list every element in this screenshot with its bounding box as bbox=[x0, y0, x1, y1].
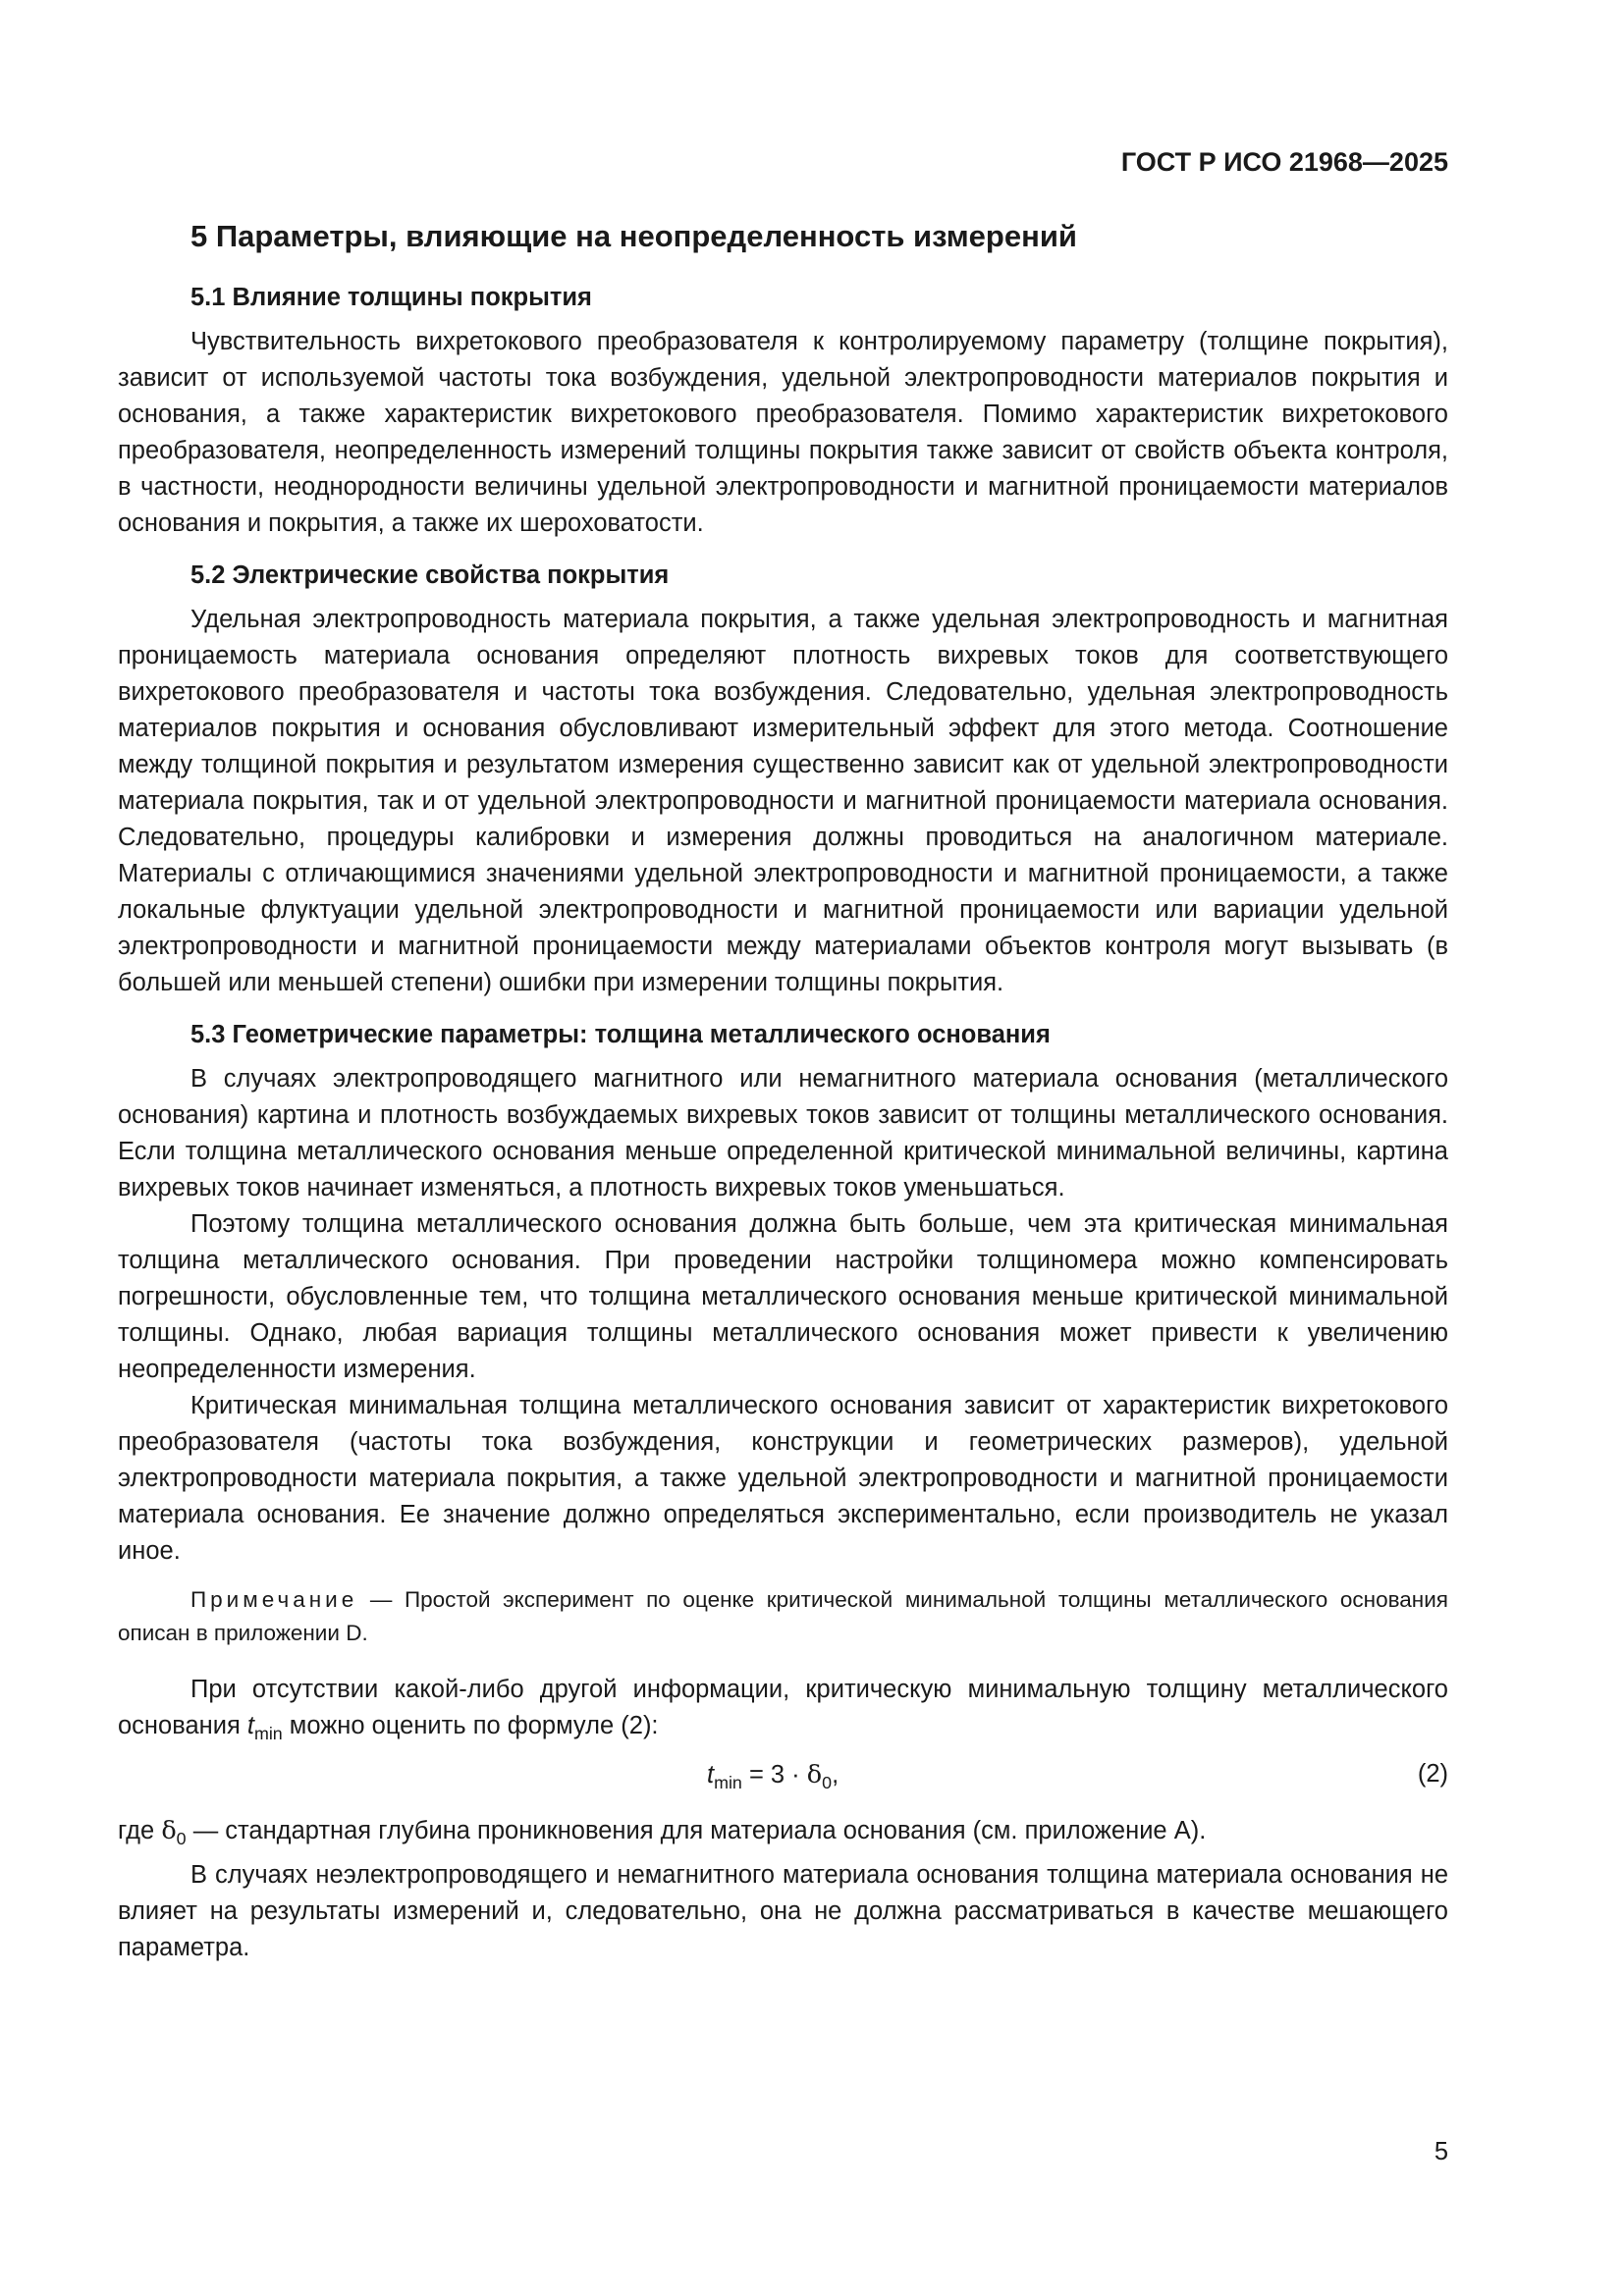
formula-2 bbox=[118, 1752, 1448, 1813]
formula-expression bbox=[707, 1760, 839, 1793]
section-5-3-paragraph-1: В случаях электропроводящего магнитного или немагнитного материала основания (металлического основания) картина и плотность возбуждаемых вихревых токов зависит от толщины металлического основания. Если толщина металлического основания меньше определенной критической минимальной величины, картина вихревых токов начинает изменяться, а плотность вихревых токов уменьшаться. bbox=[118, 1065, 1448, 1201]
section-5-2 bbox=[118, 561, 1448, 1001]
where-line bbox=[118, 1813, 1448, 1857]
document-page bbox=[118, 147, 1448, 1986]
section-5-2-paragraph: Удельная электропроводность материала покрытия, а также удельная электропроводность и магнитная проницаемость материала основания определяют плотность вихревых токов для соответствующего вихретокового преобразователя и частоты тока возбуждения. Следовательно, удельная электропроводность материалов покрытия и основания обусловливают измерительный эффект для этого метода. Соотношение между толщиной покрытия и результатом измерения существенно зависит как от удельной электропроводности материала покрытия, так и от удельной электропроводности и магнитной проницаемости материала основания. Следовательно, процедуры калибровки и измерения должны проводиться на аналогичном материале. Материалы с отличающимися значениями удельной электропроводности и магнитной проницаемости, а также локальные флуктуации удельной электропроводности и магнитной проницаемости или вариации удельной электропроводности и магнитной проницаемости между материалами объектов контроля могут вызывать (в большей или меньшей степени) ошибки при измерении толщины покрытия. bbox=[118, 606, 1448, 996]
section-5-1-title: 5.1 Влияние толщины покрытия bbox=[190, 284, 592, 311]
where-delta: δ bbox=[161, 1816, 177, 1846]
section-5-1-paragraph: Чувствительность вихретокового преобразователя к контролируемому параметру (толщине покрытия), зависит от используемой частоты тока возбуждения, удельной электропроводности материалов покрытия и основания, а также характеристик вихретокового преобразователя. Помимо характеристик вихретокового преобразователя, неопределенность измерений толщины покрытия также зависит от свойств объекта контроля, в частности, неоднородности величины удельной электропроводности и магнитной проницаемости материалов основания и покрытия, а также их шероховатости. bbox=[118, 328, 1448, 537]
section-5-3-title: 5.3 Геометрические параметры: толщина металлического основания bbox=[190, 1021, 1051, 1048]
formula-equals: = 3 · bbox=[741, 1761, 807, 1789]
formula-comma: , bbox=[832, 1761, 839, 1789]
note-text: — Простой эксперимент по оценке критической минимальной толщины металлического основания описан в приложении D. bbox=[118, 1587, 1448, 1645]
section-5-1 bbox=[118, 284, 1448, 542]
where-delta-subscript: 0 bbox=[176, 1829, 187, 1849]
formula-number: (2) bbox=[1417, 1760, 1448, 1789]
section-5-3-paragraph-4 bbox=[118, 1672, 1448, 1752]
section-5-2-title: 5.2 Электрические свойства покрытия bbox=[190, 561, 670, 589]
formula-delta-subscript: 0 bbox=[822, 1773, 833, 1793]
note bbox=[118, 1583, 1448, 1650]
section-5-3-paragraph-5: В случаях неэлектропроводящего и немагнитного материала основания толщина материала основания не влияет на результаты измерений и, следовательно, она не должна рассматриваться в качестве мешающего параметра. bbox=[118, 1861, 1448, 1962]
formula-t: t bbox=[707, 1761, 715, 1789]
standard-header: ГОСТ Р ИСО 21968—2025 bbox=[1120, 147, 1448, 177]
min-subscript: min bbox=[253, 1724, 283, 1744]
note-label: Примечание bbox=[190, 1587, 358, 1612]
page-number: 5 bbox=[1434, 2138, 1448, 2165]
formula-delta: δ bbox=[806, 1760, 823, 1790]
formula-t-subscript: min bbox=[714, 1773, 742, 1793]
where-text: — стандартная глубина проникновения для материала основания (см. приложение A). bbox=[186, 1817, 1207, 1845]
where-word: где bbox=[118, 1817, 162, 1845]
t-symbol: t bbox=[246, 1712, 254, 1739]
section-5-3 bbox=[118, 1021, 1448, 1966]
section-5-3-paragraph-2: Поэтому толщина металлического основания должна быть больше, чем эта критическая минимальная толщина металлического основания. При проведении настройки толщиномера можно компенсировать погрешности, обусловленные тем, что толщина металлического основания меньше критической минимальной толщины. Однако, любая вариация толщины металлического основания может привести к увеличению неопределенности измерения. bbox=[118, 1210, 1448, 1383]
section-5-3-paragraph-3: Критическая минимальная толщина металлического основания зависит от характеристик вихретокового преобразователя (частоты тока возбуждения, конструкции и геометрических размеров), удельной электропроводности материала покрытия, а также удельной электропроводности и магнитной проницаемости материала основания. Ее значение должно определяться экспериментально, если производитель не указал иное. bbox=[118, 1392, 1448, 1565]
section-5-title: 5 Параметры, влияющие на неопределенность измерений bbox=[190, 219, 1077, 253]
paragraph-4-end: можно оценить по формуле (2): bbox=[282, 1712, 659, 1739]
paragraph-4-start: При отсутствии какой-либо другой информации, критическую минимальную толщину металлического основания bbox=[118, 1676, 1448, 1739]
